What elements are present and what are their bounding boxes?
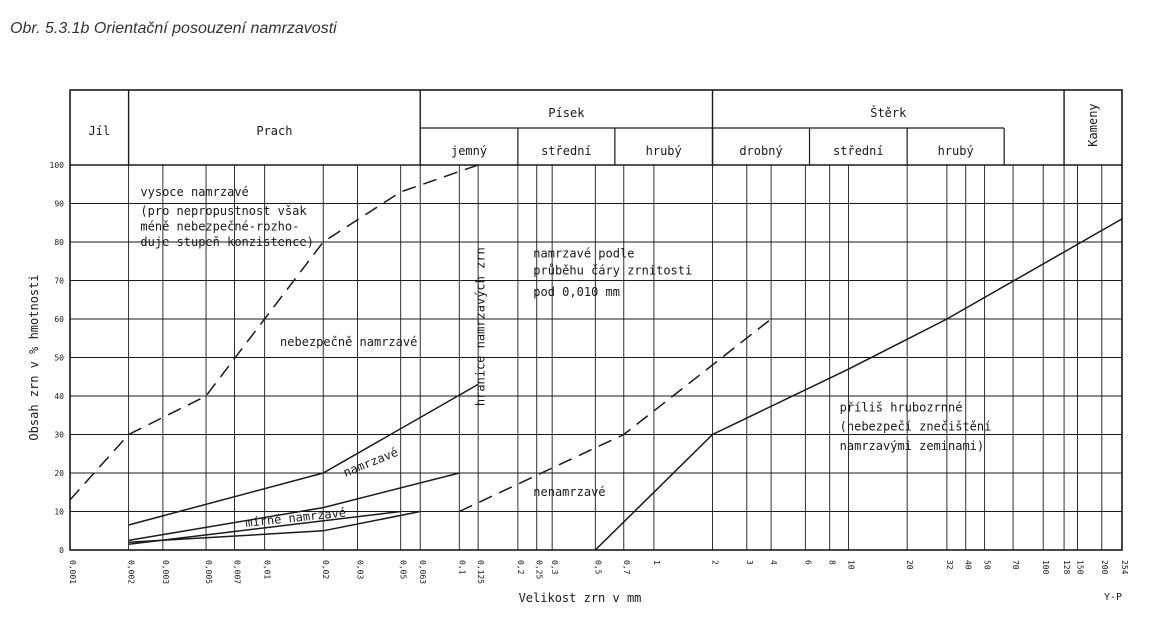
series-line-2 [129, 473, 460, 540]
zone-label: (pro nepropustnost však [140, 204, 307, 219]
x-tick-label: 3 [744, 560, 754, 565]
zone-label: vysoce namrzavé [140, 184, 249, 199]
header-group-label: Prach [256, 124, 293, 138]
x-tick-label: 50 [982, 560, 992, 570]
header-subgroup-label: střední [541, 144, 592, 158]
zone-label: duje stupeň konzistence) [140, 234, 314, 249]
header-group-label: Jíl [88, 124, 111, 138]
y-tick-label: 70 [54, 276, 64, 286]
x-tick-label: 200 [1099, 560, 1109, 575]
x-tick-label: 2 [710, 560, 720, 565]
x-tick-label: 0,001 [68, 560, 77, 585]
x-tick-label: 0,002 [126, 560, 136, 585]
x-tick-label: 0,25 [534, 560, 544, 580]
zone-label: namrzavé podle [533, 246, 635, 261]
zone-label: hranice namrzavých zrn [473, 247, 488, 407]
x-end-label: Y-P [1103, 592, 1122, 603]
header-subgroup-label: drobný [739, 144, 783, 158]
header-subgroup-label: střední [833, 144, 884, 158]
x-axis-label: Velikost zrn v mm [518, 591, 642, 605]
y-tick-label: 100 [49, 161, 64, 170]
x-tick-label: 40 [963, 560, 973, 570]
chart-frame [70, 90, 1122, 550]
y-tick-label: 80 [54, 238, 64, 247]
y-tick-label: 50 [54, 353, 64, 363]
x-tick-label: 0,125 [476, 560, 486, 585]
series-line-1 [129, 384, 479, 525]
x-tick-label: 0,5 [593, 560, 603, 575]
figure-caption: Obr. 5.3.1b Orientační posouzení namrzavosti [10, 20, 337, 37]
x-tick-label: 0,05 [398, 560, 408, 580]
zone-label: (nebezpečí znečištění [839, 419, 992, 434]
x-tick-label: 20 [905, 560, 915, 570]
header-subgroup-label: hrubý [937, 144, 974, 158]
header-group-label: Kameny [1086, 103, 1101, 147]
zone-label: nenamrzavé [533, 485, 606, 500]
y-tick-label: 0 [59, 546, 64, 555]
x-tick-label: 128 [1062, 560, 1072, 575]
x-tick-label: 0,3 [550, 560, 560, 575]
x-tick-label: 0,003 [160, 560, 170, 585]
x-tick-label: 0,02 [321, 560, 331, 580]
zone-label: průběhu čáry zrnitosti [533, 263, 693, 278]
x-tick-label: 1 [651, 560, 661, 565]
x-tick-label: 0,7 [621, 560, 631, 575]
y-tick-label: 90 [54, 199, 64, 209]
x-tick-label: 0,03 [355, 560, 365, 580]
zone-label: mírně namrzavé [244, 505, 347, 530]
zone-label: namrzavými zeminami) [839, 438, 985, 453]
x-tick-label: 10 [846, 560, 856, 570]
x-tick-label: 0,005 [204, 560, 214, 585]
x-tick-label: 8 [827, 560, 837, 565]
y-tick-label: 30 [54, 430, 64, 440]
y-tick-label: 20 [54, 469, 64, 478]
series-line-5 [459, 319, 771, 512]
y-tick-label: 10 [54, 507, 64, 517]
zone-label: příliš hrubozrnné [839, 400, 963, 415]
x-tick-label: 0,063 [418, 560, 428, 585]
zone-label: méně nebezpečné-rozho- [140, 219, 300, 234]
zone-label: pod 0,010 mm [533, 284, 620, 299]
header-group-label: Písek [548, 106, 585, 120]
y-axis-label: Obsah zrn v % hmotnosti [27, 274, 41, 441]
x-tick-label: 0,01 [262, 560, 272, 580]
x-tick-label: 4 [769, 560, 779, 565]
y-tick-label: 60 [54, 315, 64, 324]
x-tick-label: 254 [1120, 560, 1129, 575]
header-subgroup-label: jemný [450, 144, 488, 158]
zone-label: nebezpečně namrzavé [280, 334, 418, 349]
x-tick-label: 0,1 [457, 560, 467, 575]
zone-label: namrzavé [341, 444, 401, 480]
x-tick-label: 0,007 [232, 560, 242, 585]
header-subgroup-label: hrubý [645, 144, 682, 158]
header-group-label: Štěrk [870, 106, 907, 120]
x-tick-label: 150 [1075, 560, 1085, 575]
x-tick-label: 32 [944, 560, 954, 570]
x-tick-label: 100 [1041, 560, 1051, 575]
x-tick-label: 0,2 [515, 560, 525, 575]
x-tick-label: 6 [803, 560, 813, 565]
y-tick-label: 40 [54, 392, 64, 401]
x-tick-label: 70 [1011, 560, 1021, 570]
